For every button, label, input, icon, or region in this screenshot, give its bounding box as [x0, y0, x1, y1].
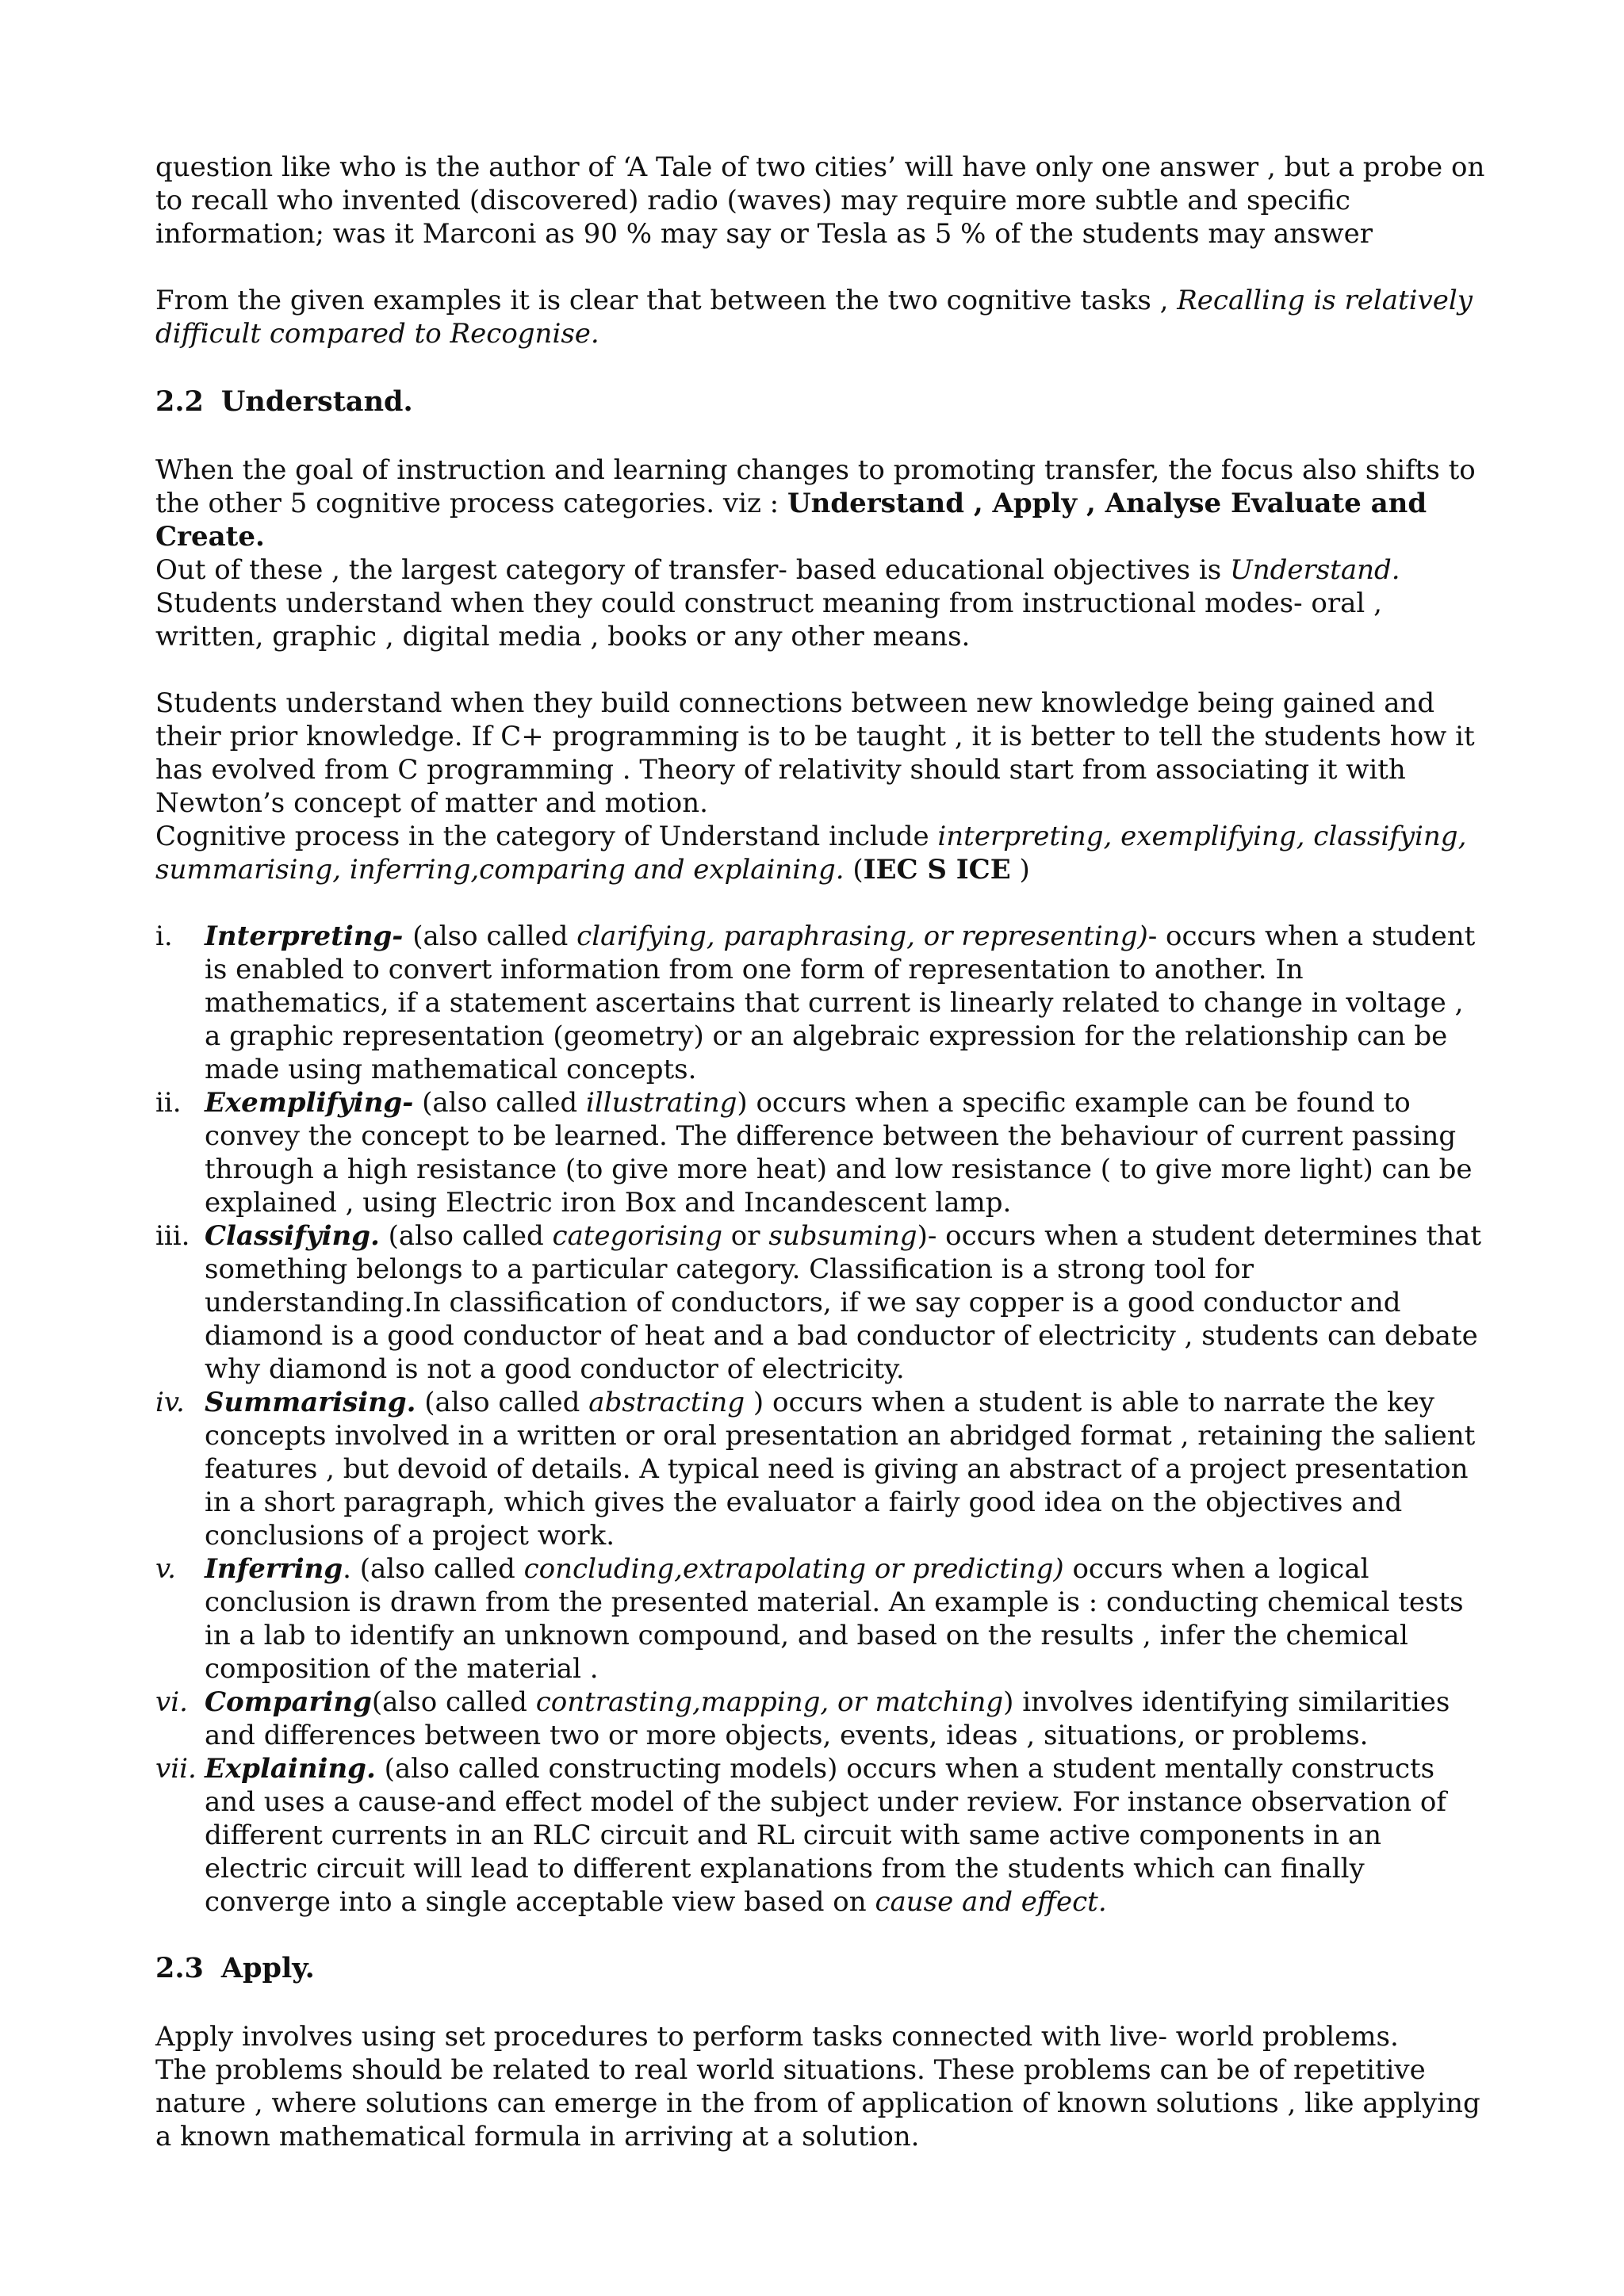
list-item-term: Explaining. [205, 1753, 376, 1785]
paragraph-text-continued: Students understand when they could construct meaning from instructional modes- oral , written, graphic , digital media , books or any other means. [155, 587, 1382, 652]
processes-italic: interpreting, exemplifying, classifying, summarising, inferring,comparing and explaining. [155, 821, 1467, 886]
document-page [155, 151, 1488, 2153]
list-item-alt-italic: clarifying, paraphrasing, or representing) [576, 920, 1148, 952]
list-item-term: Classifying. [205, 1220, 380, 1252]
list-item-text: (also called [379, 1220, 553, 1252]
list-item-text-rest: occurs when a logical conclusion is drawn from the presented material. An example is : conducting chemical tests in a lab to identify an unknown compound, and based on the results , infer the chemical composition of the material . [205, 1553, 1464, 1685]
list-item-text: (also called [416, 1387, 589, 1418]
list-item-term: Summarising. [205, 1387, 416, 1418]
list-item-alt-italic: cause and effect. [875, 1886, 1107, 1918]
list-item-term: Interpreting- [205, 920, 413, 952]
list-item-alt-italic: concluding,extrapolating or predicting) [523, 1553, 1064, 1585]
list-marker: ii. [155, 1087, 182, 1119]
intro-text: question like who is the author of ‘A Tale of two cities’ will have only one answer , but a probe on to recall who invented (discovered) radio (waves) may require more subtle and specific information; was it Marconi as 90 % may say or Tesla as 5 % of the students may answer [155, 151, 1485, 250]
section-heading-apply [155, 1952, 1488, 1985]
section-number: 2.3 [155, 1952, 204, 1984]
list-item-term: Inferring [205, 1553, 343, 1585]
list-marker: iii. [155, 1220, 190, 1252]
list-item-term: Comparing [205, 1686, 372, 1718]
section-number: 2.2 [155, 385, 204, 418]
recall-conclusion-paragraph [155, 284, 1488, 350]
list-item-alt2-italic: subsuming [768, 1220, 917, 1252]
section-title: Apply. [220, 1952, 315, 1984]
recall-conclusion-italic: Recalling is relatively difficult compared to Recognise. [155, 285, 1473, 350]
list-item-text-rest: - occurs when a student is enabled to convert information from one form of representation to another. In mathematics, if a statement ascertains that current is linearly related to change in voltage , a graphic representation (geometry) or an algebraic expression for the relationship can be made using mathematical concepts. [205, 920, 1476, 1085]
list-item-text: (also called [413, 1087, 587, 1119]
list-item-text-rest: ) occurs when a specific example can be found to convey the concept to be learned. The difference between the behaviour of current passing through a high resistance (to give more heat) and low resistance ( to give more light) can be explained , using Electric iron Box and Incandescent lamp. [205, 1087, 1473, 1219]
list-marker: vi. [155, 1686, 188, 1718]
understand-italic: Understand. [1230, 554, 1400, 586]
list-item-alt-italic: abstracting [588, 1387, 745, 1418]
categories-bold: Understand , Apply , Analyse Evaluate and Create. [155, 488, 1427, 553]
list-marker: vii. [155, 1753, 197, 1785]
list-item [155, 1552, 1488, 1686]
list-item-alt-italic: contrasting,mapping, or matching [535, 1686, 1004, 1718]
paragraph-text: Cognitive process in the category of Understand include [155, 821, 938, 852]
list-item [155, 1686, 1488, 1752]
paragraph-text: When the goal of instruction and learning changes to promoting transfer, the focus also shifts to the other 5 cognitive process categories. viz : [155, 454, 1476, 519]
list-marker: iv. [155, 1387, 185, 1418]
list-marker: i. [155, 920, 173, 952]
list-item [155, 1219, 1488, 1386]
list-item-text: (also called constructing models) occurs when a student mentally constructs and uses a cause-and effect model of the subject under review. For instance observation of different currents in an RLC circuit and RL circuit with same active components in an electric circuit will lead to different explanations from the students which can finally converge into a single acceptable view based on [205, 1753, 1446, 1918]
recall-conclusion-text: From the given examples it is clear that between the two cognitive tasks , [155, 285, 1178, 316]
list-item [155, 1752, 1488, 1919]
apply-text-line-2: The problems should be related to real world situations. These problems can be of repetitive nature , where solutions can emerge in the from of application of known solutions , like applying a known mathematical formula in arriving at a solution. [155, 2054, 1480, 2152]
list-marker: v. [155, 1553, 176, 1585]
section-title: Understand. [220, 385, 413, 418]
paragraph-text: Out of these , the largest category of transfer- based educational objectives is [155, 554, 1231, 586]
cognitive-process-list [155, 920, 1488, 1919]
list-item-alt-italic: illustrating [586, 1087, 737, 1119]
intro-paragraph [155, 151, 1488, 251]
list-item-text: . (also called [343, 1553, 524, 1585]
paragraph-text: Students understand when they build connections between new knowledge being gained and their prior knowledge. If C+ programming is to be taught , it is better to tell the students how it has evolved from C programming . Theory of relativity should start from associating it with Newton’s concept of matter and motion. [155, 687, 1475, 819]
list-item-term: Exemplifying- [205, 1087, 414, 1119]
list-item-text-mid: or [722, 1220, 769, 1252]
paren-open: ( [844, 854, 864, 886]
apply-paragraph [155, 2020, 1488, 2153]
section-heading-understand [155, 385, 1488, 419]
understand-paragraph-4 [155, 820, 1488, 886]
understand-paragraph-3 [155, 687, 1488, 820]
list-item-text: (also called [371, 1686, 536, 1718]
list-item-text-rest: )- occurs when a student determines that something belongs to a particular category. Classification is a strong tool for understanding.In classification of conductors, if we say copper is a good conductor and diamond is a good conductor of heat and a bad conductor of electricity , students can debate why diamond is not a good conductor of electricity. [205, 1220, 1482, 1385]
list-item [155, 920, 1488, 1086]
apply-text-line-1: Apply involves using set procedures to perform tasks connected with live- world problems. [155, 2021, 1399, 2053]
list-item [155, 1086, 1488, 1219]
paren-close: ) [1010, 854, 1030, 886]
list-item-text-rest: ) occurs when a student is able to narrate the key concepts involved in a written or oral presentation an abridged format , retaining the salient features , but devoid of details. A typical need is giving an abstract of a project presentation in a short paragraph, which gives the evaluator a fairly good idea on the objectives and conclusions of a project work. [205, 1387, 1476, 1552]
understand-paragraph-1 [155, 453, 1488, 553]
list-item-alt-italic: categorising [552, 1220, 722, 1252]
list-item [155, 1386, 1488, 1552]
list-item-text: (also called [412, 920, 577, 952]
list-item-text-rest: ) involves identifying similarities and differences between two or more objects, events, ideas , situations, or problems. [205, 1686, 1450, 1751]
understand-paragraph-2 [155, 553, 1488, 653]
mnemonic-bold: IEC S ICE [863, 854, 1011, 886]
